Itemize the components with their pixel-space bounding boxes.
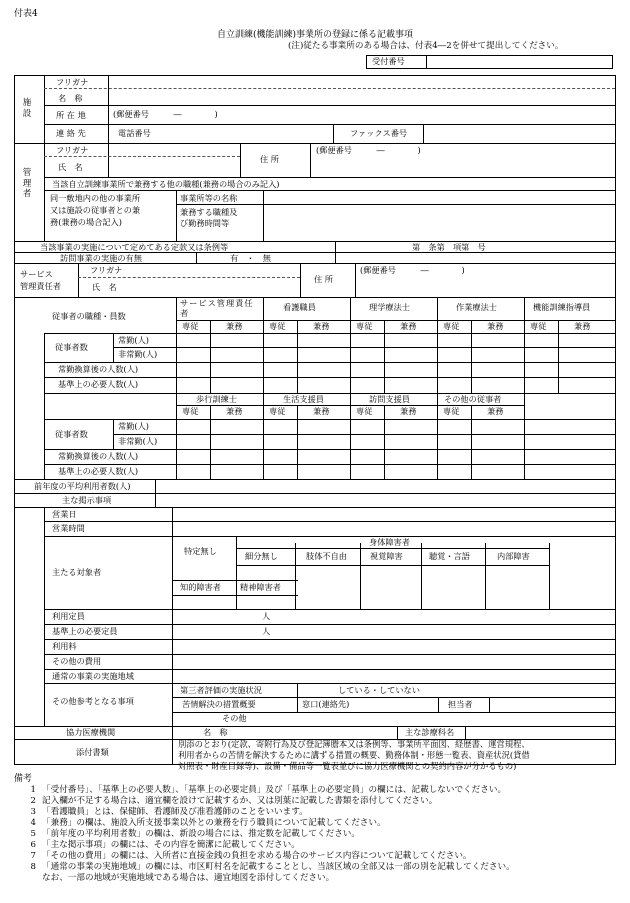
- staff1-count-label: 従事者数: [55, 342, 88, 352]
- staff1-job-2: 理学療法士: [369, 302, 410, 312]
- staff1-fulltime-label: 常勤(人): [118, 335, 149, 345]
- staff2-job-0: 歩行訓練士: [196, 394, 237, 404]
- staff2-job-3: その他の従事者: [444, 394, 502, 404]
- staff-table-label: 従事者の職種・員数: [52, 311, 126, 321]
- physical-disability-label: 身体障害者: [369, 537, 410, 547]
- remark-6: 6 「主な掲示事項」の欄には、その内容を簡潔に記載してください。: [30, 840, 300, 850]
- staff1-job-1: 看護職員: [283, 302, 316, 312]
- physical-type-3: 聴覚・言語: [429, 551, 470, 561]
- staff1-sub-concurrent: 兼務: [400, 321, 417, 331]
- complaint-person-label: 担当者: [448, 699, 473, 709]
- service-manager-address-label: 住 所: [314, 274, 333, 284]
- staff1-sub-concurrent: 兼務: [487, 321, 504, 331]
- staff1-sub-fulltime: 専従: [530, 321, 547, 331]
- staff2-sub-fulltime: 専従: [269, 406, 286, 416]
- service-manager-label-1: サービス: [20, 269, 53, 279]
- capacity-unit: 人: [262, 611, 271, 621]
- facility-postal-label: (郵便番号 ― ): [113, 109, 218, 119]
- attachments-text-3: 対照表・財産目録等)、設備・備品等一覧表並びに協力医療機関との契約内容が分かるもの): [178, 761, 517, 771]
- staff2-parttime-label: 非常勤(人): [118, 436, 158, 446]
- physical-type-1: 肢体不自由: [306, 551, 347, 561]
- cooperation-label: 協力医療機関: [66, 727, 116, 737]
- staff2-sub-concurrent: 兼務: [226, 406, 243, 416]
- staff1-sub-fulltime: 専従: [443, 321, 460, 331]
- staff1-sub-fulltime: 専従: [182, 321, 199, 331]
- physical-type-2: 視覚障害: [370, 551, 403, 561]
- staff1-sub-concurrent: 兼務: [313, 321, 330, 331]
- job-hours-label-1: 兼務する職種及: [180, 207, 238, 217]
- attachments-label: 添付書類: [76, 747, 109, 757]
- visiting-value: 有 ・ 無: [230, 253, 271, 263]
- third-party-eval-label: 第三者評価の実施状況: [180, 685, 262, 695]
- remark-7: 7 「その他の費用」の欄には、入所者に直接金銭の負担を求める場合のサービス内容について記載してください。: [30, 851, 472, 861]
- remark-8: 8 「通常の事業の実施地域」の欄には、市区町村名を記載することとし、当該区域の全部又は一部の別を記載してください。: [30, 862, 515, 872]
- main-notice-label: 主な掲示事項: [62, 495, 112, 505]
- complaint-label: 苦情解決の措置概要: [182, 699, 256, 709]
- intellectual-disability-label: 知的障害者: [180, 582, 221, 592]
- staff2-sub-fulltime: 専従: [443, 406, 460, 416]
- staff1-sub-concurrent: 兼務: [226, 321, 243, 331]
- required-capacity-label: 基準上の必要定員: [52, 626, 118, 636]
- staff2-job-1: 生活支援員: [283, 394, 324, 404]
- remark-3: 3 「看護職員」とは、保健師、看護師及び准看護師のことをいいます。: [30, 807, 308, 817]
- service-area-label: 通常の事業の実施地域: [52, 671, 134, 681]
- regulation-label: 当該事業の実施について定めてある定款又は条例等: [40, 242, 229, 252]
- remark-2: 2 記入欄が不足する場合は、適宜欄を設けて記載するか、又は別葉に記載した書類を添付してください。: [30, 796, 438, 806]
- service-manager-furigana-label: フリガナ: [90, 265, 123, 275]
- cooperation-name-label: 名 称: [203, 727, 228, 737]
- staff2-sub-concurrent: 兼務: [313, 406, 330, 416]
- manager-concurrent-label: 当該自立訓練事業所で兼務する他の職種(兼務の場合のみ記入): [52, 179, 280, 189]
- remark-5: 5 「前年度の平均利用者数」の欄は、新設の場合には、推定数を記載してください。: [30, 829, 360, 839]
- staff1-job-3: 作業療法士: [456, 302, 497, 312]
- staff1-sub-concurrent: 兼務: [574, 321, 591, 331]
- mental-disability-label: 精神障害者: [240, 582, 281, 592]
- complaint-window-label: 窓口(連絡先): [302, 699, 350, 709]
- other-fee-label: その他の費用: [52, 656, 102, 666]
- physical-type-4: 内部障害: [497, 551, 530, 561]
- manager-same-site-label-1: 同一敷地内の他の事業所: [50, 193, 141, 203]
- service-manager-postal-label: (郵便番号 ― ): [360, 265, 465, 275]
- staff1-parttime-label: 非常勤(人): [118, 349, 158, 359]
- capacity-label: 利用定員: [52, 611, 85, 621]
- remark-8-continued: なお、一部の地域が実施地域である場合は、適宜地図を添付してください。: [42, 873, 335, 883]
- facility-address-label: 所 在 地: [56, 110, 86, 120]
- physical-type-0: 細分無し: [245, 551, 278, 561]
- attachments-text-2: 利用者からの苦情を解決するために講ずる措置の概要、勤務体制・形態一覧表、資産状況(貸借: [178, 750, 530, 760]
- fee-label: 利用料: [52, 641, 77, 651]
- third-party-eval-value: している・していない: [338, 685, 420, 695]
- staff1-sub-fulltime: 専従: [356, 321, 373, 331]
- manager-address-label: 住 所: [260, 154, 279, 164]
- facility-contact-label: 連 絡 先: [56, 128, 86, 138]
- service-manager-label-2: 管理責任者: [20, 281, 61, 291]
- staff1-job-4: 機能訓練指導員: [533, 302, 591, 312]
- staff2-count-label: 従事者数: [55, 429, 88, 439]
- required-capacity-unit: 人: [262, 626, 271, 636]
- staff2-job-2: 訪問支援員: [369, 394, 410, 404]
- target-unspecified-label: 特定無し: [184, 546, 217, 556]
- annex-number: 付表4: [14, 9, 38, 19]
- remarks-title: 備考: [14, 774, 33, 784]
- remark-4: 4 「兼務」の欄は、施設入所支援事業以外との兼務を行う職員について記載してください。: [30, 818, 386, 828]
- staff1-fte-label: 常勤換算後の人数(人): [58, 364, 139, 374]
- staff2-sub-concurrent: 兼務: [400, 406, 417, 416]
- service-manager-name-label: 氏 名: [92, 282, 117, 292]
- facility-group-label: 施設: [22, 98, 32, 119]
- other-label: その他: [222, 713, 247, 723]
- remark-1: 1 「受付番号」、「基準上の必要人数」、「基準上の必要定員」及び「基準上の必要定員」の欄には、記載しないでください。: [30, 785, 507, 795]
- staff2-sub-fulltime: 専従: [356, 406, 373, 416]
- staff2-fulltime-label: 常勤(人): [118, 421, 149, 431]
- cooperation-dept-label: 主な診療科名: [405, 727, 455, 737]
- facility-phone-label: 電話番号: [118, 128, 151, 138]
- staff1-required-label: 基準上の必要人数(人): [58, 379, 139, 389]
- facility-fax-label: ファックス番号: [350, 128, 408, 138]
- manager-furigana-label: フリガナ: [56, 145, 89, 155]
- other-reference-label: その他参考となる事項: [52, 696, 134, 706]
- manager-postal-label: (郵便番号 ― ): [316, 145, 421, 155]
- manager-name-label: 氏 名: [58, 162, 83, 172]
- business-hours-label: 営業時間: [52, 523, 85, 533]
- manager-same-site-label-3: 務(兼務の場合記入): [50, 217, 122, 227]
- visiting-label: 訪問事業の実施の有無: [60, 253, 142, 263]
- staff2-fte-label: 常勤換算後の人数(人): [58, 451, 139, 461]
- avg-users-label: 前年度の平均利用者数(人): [34, 481, 131, 491]
- staff2-sub-fulltime: 専従: [182, 406, 199, 416]
- staff1-job-0: サービス管理責任者: [180, 298, 254, 319]
- manager-same-site-label-2: 又は施設の従事者との兼: [50, 205, 141, 215]
- office-name-label: 事業所等の名称: [180, 193, 238, 203]
- business-days-label: 営業日: [52, 509, 77, 519]
- job-hours-label-2: び勤務時間等: [180, 218, 230, 228]
- staff2-sub-concurrent: 兼務: [487, 406, 504, 416]
- facility-name-label: 名 称: [58, 93, 83, 103]
- target-users-label: 主たる対象者: [52, 567, 102, 577]
- staff2-required-label: 基準上の必要人数(人): [58, 466, 139, 476]
- staff1-sub-fulltime: 専従: [269, 321, 286, 331]
- receipt-label: 受付番号: [372, 56, 405, 66]
- manager-group-label: 管理者: [22, 168, 32, 200]
- form-note: (注)従たる事業所のある場合は、付表4―2を併せて提出してください。: [288, 41, 564, 51]
- regulation-value: 第 条第 項第 号: [412, 242, 486, 252]
- attachments-text-1: 別添のとおり(定款、寄附行為及び登記簿謄本又は条例等、事業所平面図、経歴書、運営規程、: [178, 739, 530, 749]
- facility-furigana-label: フリガナ: [56, 77, 89, 87]
- form-title: 自立訓練(機能訓練)事業所の登録に係る記載事項: [216, 30, 414, 40]
